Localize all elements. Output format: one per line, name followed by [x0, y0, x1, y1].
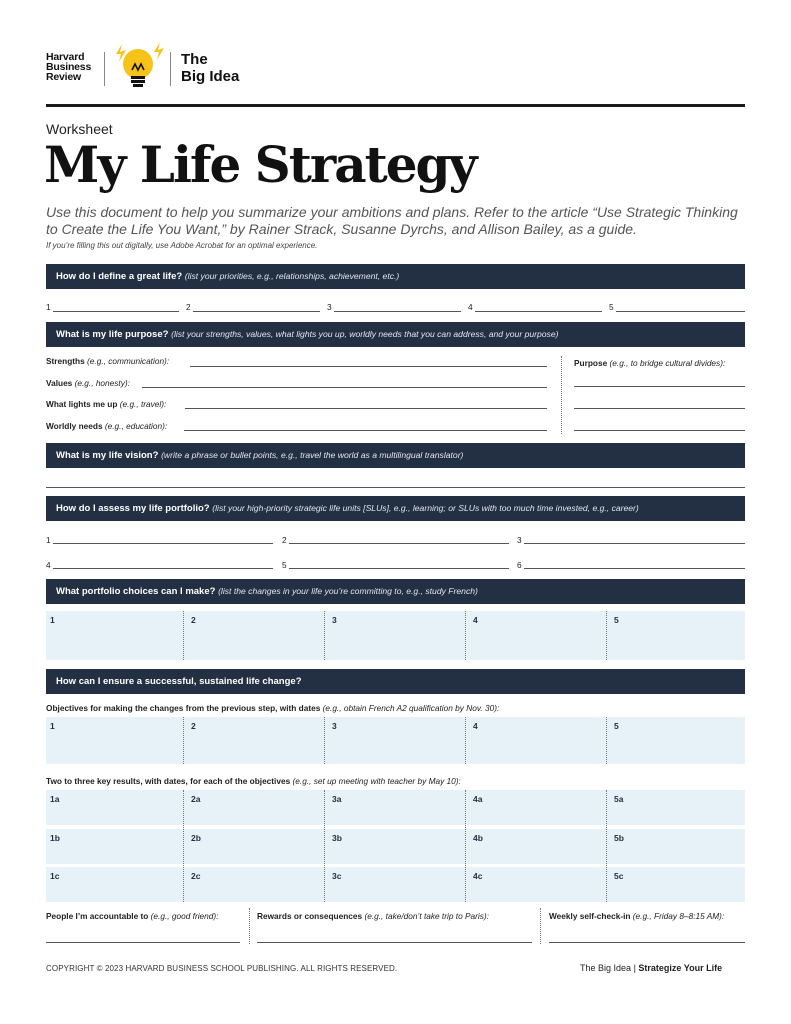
- section-title: How do I define a great life?: [56, 271, 183, 282]
- key-result-cell[interactable]: 1a: [50, 794, 60, 804]
- strengths-label: Strengths (e.g., communication):: [46, 356, 170, 366]
- key-result-cell[interactable]: 1b: [50, 833, 60, 843]
- section-hint: (list your priorities, e.g., relationships, achievement, etc.): [184, 271, 400, 281]
- cell-divider: [465, 790, 466, 902]
- lightbulb-icon: [110, 40, 166, 92]
- section-header-life-portfolio: [46, 496, 745, 521]
- objective-cell-1[interactable]: 1: [50, 721, 55, 731]
- section-title: What is my life purpose?: [56, 329, 169, 340]
- checkin-field[interactable]: [549, 942, 745, 943]
- cell-divider: [465, 717, 466, 764]
- slu-field-2[interactable]: [289, 543, 509, 544]
- section-title: How do I assess my life portfolio?: [56, 503, 210, 514]
- field-divider: [249, 908, 250, 944]
- logo-divider: [104, 52, 105, 86]
- purpose-divider: [561, 356, 562, 434]
- key-result-cell[interactable]: 5c: [614, 871, 624, 881]
- page-title: My Life Strategy: [44, 135, 476, 194]
- priority-field-4[interactable]: [475, 311, 602, 312]
- field-number: 3: [327, 302, 332, 312]
- key-result-cell[interactable]: 5b: [614, 833, 624, 843]
- choice-cell-5[interactable]: 5: [614, 615, 619, 625]
- key-result-cell[interactable]: 2c: [191, 871, 201, 881]
- key-result-cell[interactable]: 2b: [191, 833, 201, 843]
- section-title: How can I ensure a successful, sustained life change?: [56, 676, 302, 687]
- key-result-cell[interactable]: 1c: [50, 871, 60, 881]
- purpose-field-line[interactable]: [574, 408, 745, 409]
- key-results-label: Two to three key results, with dates, for each of the objectives (e.g., set up meeting with teacher by May 10):: [46, 776, 461, 786]
- section-hint: (list the changes in your life you’re committing to, e.g., study French): [218, 586, 478, 596]
- priority-field-2[interactable]: [193, 311, 320, 312]
- key-results-row: [46, 790, 745, 825]
- section-hint: (list your strengths, values, what lights you up, worldly needs that you can address, and your purpose): [171, 329, 559, 339]
- purpose-field-line[interactable]: [574, 430, 745, 431]
- footer-series: The Big Idea | Strategize Your Life: [580, 963, 723, 973]
- objectives-label: Objectives for making the changes from the previous step, with dates (e.g., obtain French A2 qualification by Nov. 30):: [46, 703, 500, 713]
- field-number: 2: [186, 302, 191, 312]
- values-label: Values (e.g., honesty):: [46, 378, 130, 388]
- acrobat-note: If you’re filling this out digitally, use Adobe Acrobat for an optimal experience.: [46, 241, 318, 250]
- section-header-great-life: [46, 264, 745, 289]
- cell-divider: [324, 790, 325, 902]
- vision-field[interactable]: [46, 487, 745, 488]
- objective-cell-3[interactable]: 3: [332, 721, 337, 731]
- choice-cell-2[interactable]: 2: [191, 615, 196, 625]
- field-number: 2: [282, 535, 287, 545]
- slu-field-3[interactable]: [524, 543, 745, 544]
- field-number: 6: [517, 560, 522, 570]
- cell-divider: [606, 611, 607, 660]
- objective-cell-4[interactable]: 4: [473, 721, 478, 731]
- copyright-text: COPYRIGHT © 2023 HARVARD BUSINESS SCHOOL PUBLISHING. ALL RIGHTS RESERVED.: [46, 964, 398, 973]
- cell-divider: [324, 611, 325, 660]
- key-result-cell[interactable]: 3c: [332, 871, 342, 881]
- section-header-life-purpose: [46, 322, 745, 347]
- field-number: 3: [517, 535, 522, 545]
- key-result-cell[interactable]: 4b: [473, 833, 483, 843]
- priority-field-5[interactable]: [616, 311, 745, 312]
- slu-field-5[interactable]: [289, 568, 509, 569]
- slu-field-1[interactable]: [53, 543, 273, 544]
- cell-divider: [183, 790, 184, 902]
- field-number: 5: [609, 302, 614, 312]
- lights-me-up-label: What lights me up (e.g., travel):: [46, 399, 167, 409]
- section-title: What is my life vision?: [56, 450, 159, 461]
- key-result-cell[interactable]: 3b: [332, 833, 342, 843]
- accountable-field[interactable]: [46, 942, 240, 943]
- choices-block: [46, 611, 745, 660]
- objective-cell-2[interactable]: 2: [191, 721, 196, 731]
- key-results-row: [46, 829, 745, 864]
- accountable-label: People I’m accountable to (e.g., good friend):: [46, 911, 219, 921]
- priority-field-3[interactable]: [334, 311, 461, 312]
- field-number: 1: [46, 535, 51, 545]
- cell-divider: [606, 790, 607, 902]
- lights-me-up-field[interactable]: [185, 408, 547, 409]
- rewards-label: Rewards or consequences (e.g., take/don’t take trip to Paris):: [257, 911, 489, 921]
- slu-field-4[interactable]: [53, 568, 273, 569]
- strengths-field[interactable]: [190, 366, 547, 367]
- checkin-label: Weekly self-check-in (e.g., Friday 8–8:15 AM):: [549, 911, 725, 921]
- objective-cell-5[interactable]: 5: [614, 721, 619, 731]
- rewards-field[interactable]: [257, 942, 532, 943]
- key-result-cell[interactable]: 2a: [191, 794, 201, 804]
- cell-divider: [183, 611, 184, 660]
- section-header-portfolio-choices: [46, 579, 745, 604]
- field-divider: [540, 908, 541, 944]
- key-result-cell[interactable]: 4a: [473, 794, 483, 804]
- key-result-cell[interactable]: 4c: [473, 871, 483, 881]
- worldly-needs-label: Worldly needs (e.g., education):: [46, 421, 168, 431]
- section-hint: (list your high-priority strategic life units [SLUs], e.g., learning; or SLUs with too much time invested, e.g., career): [212, 503, 639, 513]
- choice-cell-4[interactable]: 4: [473, 615, 478, 625]
- section-header-sustained-change: [46, 669, 745, 694]
- logo-divider: [170, 52, 171, 86]
- field-number: 4: [46, 560, 51, 570]
- key-result-cell[interactable]: 5a: [614, 794, 624, 804]
- field-number: 1: [46, 302, 51, 312]
- purpose-field-line[interactable]: [574, 386, 745, 387]
- field-number: 4: [468, 302, 473, 312]
- key-results-row: [46, 867, 745, 902]
- cell-divider: [606, 717, 607, 764]
- intro-text: Use this document to help you summarize your ambitions and plans. Refer to the article “Use Strategic Thinking to Create the Life You Want,” by Rainer Strack, Susanne Dyrchs, and Allison Bailey, as a guide.: [46, 204, 738, 237]
- header-rule: [46, 104, 745, 107]
- values-field[interactable]: [142, 387, 547, 388]
- section-hint: (write a phrase or bullet points, e.g., travel the world as a multilingual translator): [161, 450, 464, 460]
- section-title: What portfolio choices can I make?: [56, 586, 216, 597]
- cell-divider: [183, 717, 184, 764]
- choice-cell-3[interactable]: 3: [332, 615, 337, 625]
- worksheet-label: Worksheet: [46, 121, 113, 137]
- priority-field-1[interactable]: [53, 311, 179, 312]
- key-result-cell[interactable]: 3a: [332, 794, 342, 804]
- cell-divider: [324, 717, 325, 764]
- choice-cell-1[interactable]: 1: [50, 615, 55, 625]
- slu-field-6[interactable]: [524, 568, 745, 569]
- cell-divider: [465, 611, 466, 660]
- hbr-logo: Harvard Business Review: [46, 51, 92, 83]
- section-header-life-vision: [46, 443, 745, 468]
- purpose-label: Purpose (e.g., to bridge cultural divides):: [574, 358, 726, 368]
- worldly-needs-field[interactable]: [184, 430, 547, 431]
- objectives-block: [46, 717, 745, 764]
- field-number: 5: [282, 560, 287, 570]
- big-idea-logo: The Big Idea: [181, 51, 240, 85]
